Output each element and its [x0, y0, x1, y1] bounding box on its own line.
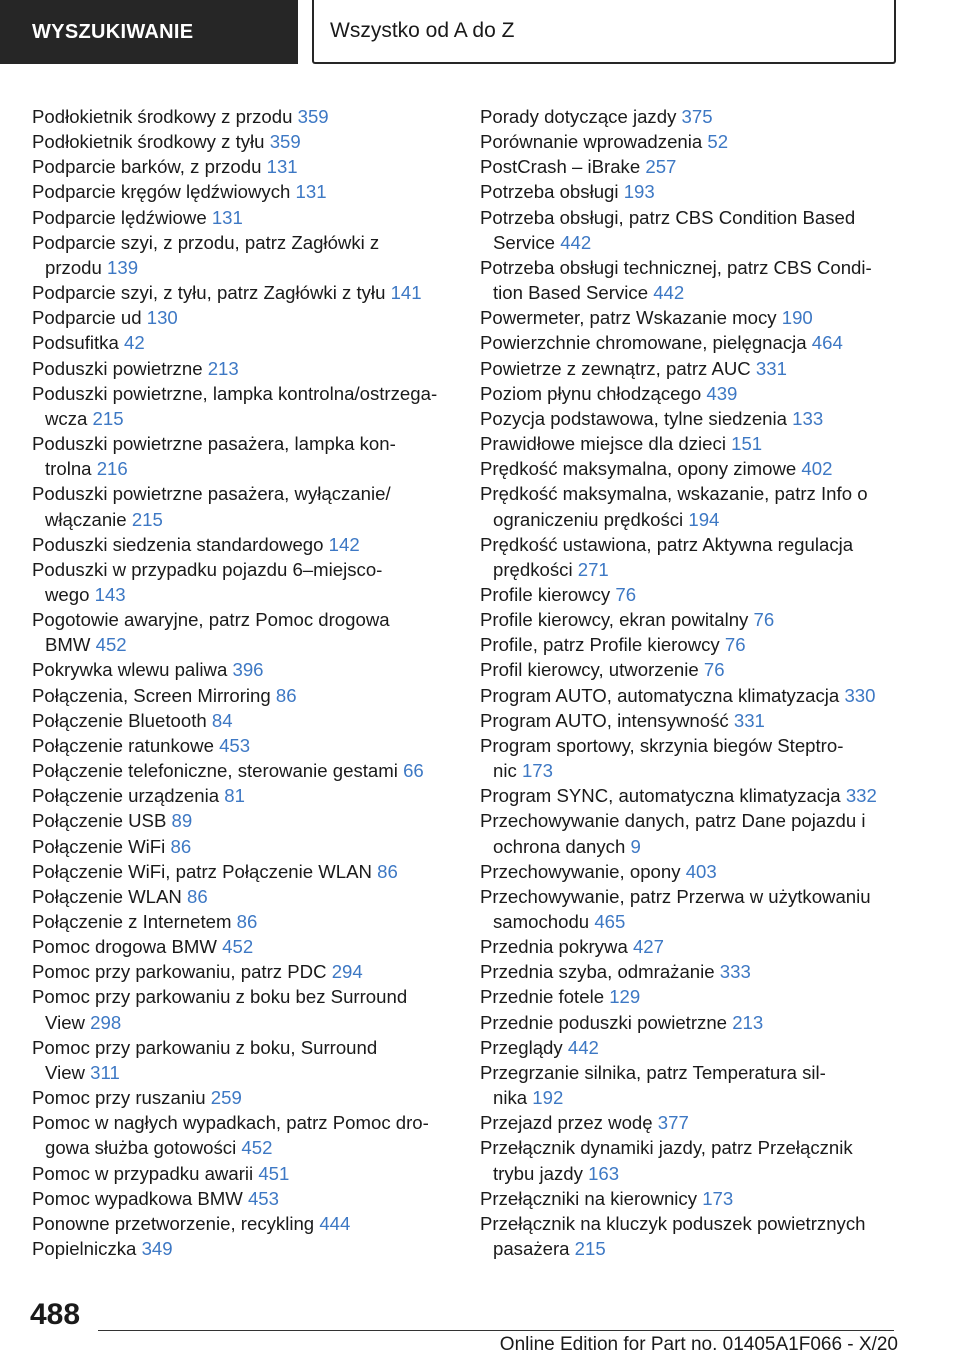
index-entry — [480, 1186, 900, 1211]
index-entry-text: wego — [45, 583, 90, 605]
index-entry-text: Poziom płynu chłodzącego — [480, 382, 702, 404]
index-entry — [480, 959, 900, 984]
page-reference-link[interactable]: 173 — [521, 760, 553, 782]
page-reference-link[interactable]: 173 — [702, 1187, 734, 1209]
page-reference-link[interactable]: 215 — [574, 1238, 606, 1260]
index-entry-text: Podparcie lędźwiowe — [32, 206, 207, 228]
page-reference-link[interactable]: 453 — [247, 1187, 279, 1209]
index-entry-text: pasażera — [493, 1238, 570, 1260]
index-entry — [480, 205, 900, 255]
index-entry — [32, 834, 452, 859]
index-entry-text: Potrzeba obsługi, patrz CBS Condition Based — [480, 206, 856, 228]
index-entry-text: Prędkość ustawiona, patrz Aktywna regulacja — [480, 533, 854, 555]
index-entry — [480, 305, 900, 330]
index-entry — [32, 557, 452, 607]
index-entry-text: Powierzchnie chromowane, pielęgnacja — [480, 332, 807, 354]
index-column-left — [32, 104, 452, 1261]
index-entry-text: Poduszki siedzenia standardowego — [32, 533, 324, 555]
index-entry-text: Przednie fotele — [480, 986, 605, 1008]
page-reference-link[interactable]: 213 — [207, 357, 239, 379]
index-entry-text: Połączenie telefoniczne, sterowanie gestami — [32, 760, 398, 782]
index-entry-text: trybu jazdy — [493, 1162, 583, 1184]
footer-edition: Online Edition for Part no. 01405A1F066 - X/20 — [499, 1334, 898, 1355]
page-reference-link[interactable]: 439 — [706, 382, 738, 404]
index-entry-text: Poduszki powietrzne — [32, 357, 203, 379]
index-entry — [480, 607, 900, 632]
index-entry — [32, 1085, 452, 1110]
index-entry — [32, 884, 452, 909]
index-entry-text: PostCrash – iBrake — [480, 156, 641, 178]
index-entry — [480, 255, 900, 305]
index-entry-text: Pomoc przy parkowaniu z boku bez Surround — [32, 986, 408, 1008]
footer-divider — [98, 1330, 894, 1331]
index-entry-text: Przechowywanie, patrz Przerwa w użytkowaniu — [480, 885, 871, 907]
page-reference-link[interactable]: 42 — [124, 332, 145, 354]
page-reference-link[interactable]: 332 — [845, 785, 877, 807]
index-entry-text: Profil kierowcy, utworzenie — [480, 659, 699, 681]
index-entry — [480, 859, 900, 884]
index-entry-text: Podparcie kręgów lędźwiowych — [32, 181, 291, 203]
index-entry — [480, 984, 900, 1009]
page-reference-link[interactable]: 66 — [403, 760, 424, 782]
index-entry — [32, 381, 452, 431]
index-entry-text: Podparcie ud — [32, 307, 142, 329]
page-reference-link[interactable]: 194 — [688, 508, 720, 530]
index-entry — [32, 934, 452, 959]
index-entry — [32, 657, 452, 682]
index-entry — [32, 1110, 452, 1160]
index-entry — [480, 783, 900, 808]
index-entry-text: Service — [493, 231, 556, 253]
index-entry — [32, 104, 452, 129]
index-entry-text: BMW — [45, 634, 91, 656]
page-reference-link[interactable]: 86 — [236, 911, 258, 932]
page-reference-link[interactable]: 213 — [732, 1011, 764, 1033]
index-entry-text: Przełącznik dynamiki jazdy, patrz Przełącznik — [480, 1137, 853, 1159]
index-entry-text: Pomoc wypadkowa BMW — [32, 1187, 243, 1209]
index-entry — [32, 1211, 452, 1236]
index-entry-text: włączanie — [45, 508, 127, 530]
index-entry-text: Pomoc drogowa BMW — [32, 936, 217, 958]
index-entry — [480, 1110, 900, 1135]
index-entry — [480, 406, 900, 431]
index-entry-text: Profile kierowcy — [480, 583, 611, 605]
page-reference-link[interactable]: 377 — [657, 1112, 689, 1134]
index-entry-text: Poduszki w przypadku pojazdu 6–miejsco- — [32, 558, 383, 580]
index-entry — [480, 934, 900, 959]
page-reference-link[interactable]: 129 — [609, 986, 641, 1008]
index-entry — [32, 431, 452, 481]
page-reference-link[interactable]: 130 — [146, 307, 178, 329]
index-entry-text: Połączenia, Screen Mirroring — [32, 684, 271, 706]
index-entry-text: Połączenie urządzenia — [32, 785, 220, 807]
index-entry — [480, 657, 900, 682]
index-entry-text: ograniczeniu prędkości — [493, 508, 684, 530]
index-entry — [32, 683, 452, 708]
index-entry — [480, 129, 900, 154]
index-entry-text: Profile kierowcy, ekran powitalny — [480, 609, 749, 631]
index-entry — [32, 859, 452, 884]
page-header — [0, 0, 960, 66]
index-entry — [480, 1135, 900, 1185]
page-reference-link[interactable]: 192 — [532, 1087, 564, 1109]
index-entry-text: Pomoc w nagłych wypadkach, patrz Pomoc dro- — [32, 1112, 429, 1134]
index-entry — [32, 959, 452, 984]
index-entry-text: Poduszki powietrzne, lampka kontrolna/ostrzega- — [32, 382, 438, 404]
index-entry-text: Przełączniki na kierownicy — [480, 1187, 698, 1209]
index-entry — [32, 481, 452, 531]
index-entry-text: Potrzeba obsługi technicznej, patrz CBS Condi- — [480, 256, 872, 278]
index-entry-text: Połączenie USB — [32, 810, 167, 832]
index-entry-text: Przechowywanie danych, patrz Dane pojazdu i — [480, 810, 866, 832]
index-entry-text: Podparcie szyi, z tyłu, patrz Zagłówki z tyłu — [32, 282, 386, 304]
index-entry — [32, 129, 452, 154]
page-reference-link[interactable]: 442 — [567, 1036, 599, 1058]
index-entry-text: View — [45, 1061, 85, 1083]
index-entry-text: tion Based Service — [493, 282, 649, 304]
page-reference-link[interactable]: 84 — [211, 709, 233, 731]
index-entry-text: Program AUTO, automatyczna klimatyzacja — [480, 684, 840, 706]
page-reference-link[interactable]: 359 — [269, 131, 301, 153]
page-reference-link[interactable]: 81 — [224, 785, 245, 807]
index-entry-text: Program AUTO, intensywność — [480, 709, 729, 731]
page-reference-link[interactable]: 76 — [703, 659, 725, 681]
index-entry-text: Pomoc przy parkowaniu z boku, Surround — [32, 1036, 378, 1058]
page-reference-link[interactable]: 215 — [92, 407, 124, 429]
page-reference-link[interactable]: 76 — [615, 583, 637, 605]
page-reference-link[interactable]: 259 — [210, 1087, 242, 1109]
index-entry-text: Połączenie z Internetem — [32, 911, 232, 932]
index-entry — [480, 381, 900, 406]
index-entry-text: Poduszki powietrzne pasażera, wyłączanie/ — [32, 483, 391, 505]
page-reference-link[interactable]: 452 — [95, 634, 127, 656]
page-reference-link[interactable]: 257 — [645, 156, 677, 178]
page-reference-link[interactable]: 163 — [588, 1162, 620, 1184]
index-entry-text: Powermeter, patrz Wskazanie mocy — [480, 307, 777, 329]
page-reference-link[interactable]: 86 — [377, 860, 398, 882]
page-reference-link[interactable]: 464 — [811, 332, 843, 354]
page-reference-link[interactable]: 427 — [632, 936, 664, 958]
index-entry — [32, 1186, 452, 1211]
index-entry — [480, 104, 900, 129]
page-reference-link[interactable]: 131 — [266, 156, 298, 178]
index-entry-text: Przeglądy — [480, 1036, 563, 1058]
index-entry — [32, 984, 452, 1034]
index-column-right — [480, 104, 900, 1261]
page-reference-link[interactable]: 402 — [801, 458, 833, 480]
index-entry-text: samochodu — [493, 911, 590, 932]
index-entry-text: Przechowywanie, opony — [480, 860, 681, 882]
index-entry-text: Podłokietnik środkowy z tyłu — [32, 131, 265, 153]
index-entry — [32, 205, 452, 230]
page-reference-link[interactable]: 131 — [211, 206, 243, 228]
page-reference-link[interactable]: 142 — [328, 533, 360, 555]
index-entry-text: Ponowne przetworzenie, recykling — [32, 1212, 315, 1234]
index-entry-text: nic — [493, 760, 517, 782]
index-entry-text: Przejazd przez wodę — [480, 1112, 653, 1134]
page-reference-link[interactable]: 193 — [623, 181, 655, 203]
page-reference-link[interactable]: 294 — [331, 961, 363, 983]
page-reference-link[interactable]: 141 — [390, 282, 422, 304]
page-reference-link[interactable]: 215 — [131, 508, 163, 530]
page-reference-link[interactable]: 52 — [707, 131, 729, 153]
index-entry — [32, 154, 452, 179]
page-reference-link[interactable]: 375 — [681, 106, 713, 127]
page-reference-link[interactable]: 442 — [653, 282, 685, 304]
index-entry — [480, 683, 900, 708]
index-entry — [32, 305, 452, 330]
page-reference-link[interactable]: 452 — [222, 936, 254, 958]
page-reference-link[interactable]: 139 — [107, 256, 139, 278]
index-entry — [32, 808, 452, 833]
index-entry-text: Pomoc przy parkowaniu, patrz PDC — [32, 961, 327, 983]
index-entry — [480, 1035, 900, 1060]
page-reference-link[interactable]: 311 — [90, 1061, 120, 1083]
index-entry-text: Połączenie WiFi, patrz Połączenie WLAN — [32, 860, 372, 882]
page-reference-link[interactable]: 396 — [232, 659, 264, 681]
index-entry-text: Poduszki powietrzne pasażera, lampka kon- — [32, 433, 396, 455]
index-entry — [480, 808, 900, 858]
page-reference-link[interactable]: 331 — [733, 709, 765, 731]
index-entry-text: wcza — [45, 407, 88, 429]
index-entry-text: Pomoc przy ruszaniu — [32, 1087, 206, 1109]
index-entry-text: Połączenie ratunkowe — [32, 734, 214, 756]
index-entry-text: Połączenie WiFi — [32, 835, 166, 857]
page-reference-link[interactable]: 359 — [297, 106, 329, 127]
page-reference-link[interactable]: 403 — [685, 860, 717, 882]
page-reference-link[interactable]: 9 — [630, 835, 641, 857]
index-entry-text: Przegrzanie silnika, patrz Temperatura sil- — [480, 1061, 826, 1083]
index-entry-text: Prędkość maksymalna, wskazanie, patrz Info o — [480, 483, 868, 505]
index-entry — [32, 330, 452, 355]
index-entry — [480, 1060, 900, 1110]
index-entry — [32, 607, 452, 657]
index-entry — [480, 431, 900, 456]
page-reference-link[interactable]: 444 — [319, 1212, 351, 1234]
index-entry — [32, 532, 452, 557]
index-entry — [32, 708, 452, 733]
index-entry-text: Program sportowy, skrzynia biegów Steptro- — [480, 734, 844, 756]
page-reference-link[interactable]: 86 — [275, 684, 297, 706]
index-entry-text: przodu — [45, 256, 102, 278]
index-entry — [32, 733, 452, 758]
page-reference-link[interactable]: 453 — [219, 734, 251, 756]
section-title: Wszystko od A do Z — [312, 0, 896, 64]
page-reference-link[interactable]: 133 — [792, 407, 824, 429]
index-entry — [32, 783, 452, 808]
index-entry-text: trolna — [45, 458, 92, 480]
index-entry-text: Pomoc w przypadku awarii — [32, 1162, 254, 1184]
index-entry-text: Przednia pokrywa — [480, 936, 628, 958]
index-entry — [32, 356, 452, 381]
index-entry — [480, 884, 900, 934]
index-entry — [480, 481, 900, 531]
index-entry — [32, 909, 452, 934]
index-entry — [480, 330, 900, 355]
index-entry-text: Powietrze z zewnątrz, patrz AUC — [480, 357, 751, 379]
index-entry — [480, 733, 900, 783]
index-entry — [480, 154, 900, 179]
index-entry-text: prędkości — [493, 558, 573, 580]
index-entry-text: Przednia szyba, odmrażanie — [480, 961, 715, 983]
index-entry — [480, 1211, 900, 1261]
index-entry-text: Porównanie wprowadzenia — [480, 131, 703, 153]
index-entry — [32, 179, 452, 204]
page-reference-link[interactable]: 330 — [844, 684, 876, 706]
index-entry — [32, 1161, 452, 1186]
index-entry-text: Prędkość maksymalna, opony zimowe — [480, 458, 797, 480]
index-entry — [480, 582, 900, 607]
page-reference-link[interactable]: 452 — [241, 1137, 273, 1159]
page-reference-link[interactable]: 89 — [171, 810, 193, 832]
index-entry-text: Pokrywka wlewu paliwa — [32, 659, 228, 681]
section-tab[interactable]: WYSZUKIWANIE — [0, 0, 298, 64]
index-entry-text: Połączenie Bluetooth — [32, 709, 207, 731]
index-entry-text: View — [45, 1011, 85, 1033]
index-entry-text: Profile, patrz Profile kierowcy — [480, 634, 720, 656]
page-reference-link[interactable]: 298 — [90, 1011, 122, 1033]
index-entry-text: Podłokietnik środkowy z przodu — [32, 106, 293, 127]
index-entry — [480, 632, 900, 657]
page-reference-link[interactable]: 451 — [258, 1162, 290, 1184]
index-entry-text: Podparcie barków, z przodu — [32, 156, 262, 178]
index-entry — [480, 356, 900, 381]
index-entry-text: gowa służba gotowości — [45, 1137, 237, 1159]
index-entry-text: Potrzeba obsługi — [480, 181, 619, 203]
page-number: 488 — [30, 1298, 81, 1331]
index-entry-text: Porady dotyczące jazdy — [480, 106, 677, 127]
index-entry — [32, 280, 452, 305]
index-entry-text: Przełącznik na kluczyk poduszek powietrznych — [480, 1212, 866, 1234]
page-reference-link[interactable]: 86 — [170, 835, 192, 857]
index-entry — [480, 532, 900, 582]
page-reference-link[interactable]: 76 — [753, 609, 775, 631]
index-entry — [480, 1010, 900, 1035]
index-entry — [480, 179, 900, 204]
index-entry-text: Pozycja podstawowa, tylne siedzenia — [480, 407, 787, 429]
index-entry — [32, 758, 452, 783]
page-reference-link[interactable]: 190 — [781, 307, 813, 329]
page-reference-link[interactable]: 349 — [141, 1238, 173, 1260]
index-entry — [32, 230, 452, 280]
index-entry-text: Podsufitka — [32, 332, 119, 354]
index-entry-text: Prawidłowe miejsce dla dzieci — [480, 433, 726, 455]
page-reference-link[interactable]: 442 — [560, 231, 592, 253]
page-reference-link[interactable]: 86 — [187, 885, 208, 907]
index-entry-text: ochrona danych — [493, 835, 626, 857]
index-entry-text: Połączenie WLAN — [32, 885, 182, 907]
index-entry — [32, 1236, 452, 1261]
index-entry-text: Pogotowie awaryjne, patrz Pomoc drogowa — [32, 609, 390, 631]
index-entry — [480, 456, 900, 481]
index-entry-text: Popielniczka — [32, 1238, 137, 1260]
index-entry-text: Program SYNC, automatyczna klimatyzacja — [480, 785, 841, 807]
page-reference-link[interactable]: 131 — [295, 181, 327, 203]
page-reference-link[interactable]: 216 — [96, 458, 128, 480]
page-reference-link[interactable]: 151 — [731, 433, 763, 455]
page-reference-link[interactable]: 333 — [719, 961, 751, 983]
index-entry — [480, 708, 900, 733]
index-entry-text: Przednie poduszki powietrzne — [480, 1011, 728, 1033]
page-reference-link[interactable]: 143 — [94, 583, 126, 605]
page-reference-link[interactable]: 271 — [577, 558, 609, 580]
index-entry-text: nika — [493, 1087, 528, 1109]
page-reference-link[interactable]: 465 — [594, 911, 626, 932]
index-entry-text: Podparcie szyi, z przodu, patrz Zagłówki z — [32, 231, 380, 253]
page-reference-link[interactable]: 76 — [724, 634, 746, 656]
page-reference-link[interactable]: 331 — [755, 357, 787, 379]
index-entry — [32, 1035, 452, 1085]
